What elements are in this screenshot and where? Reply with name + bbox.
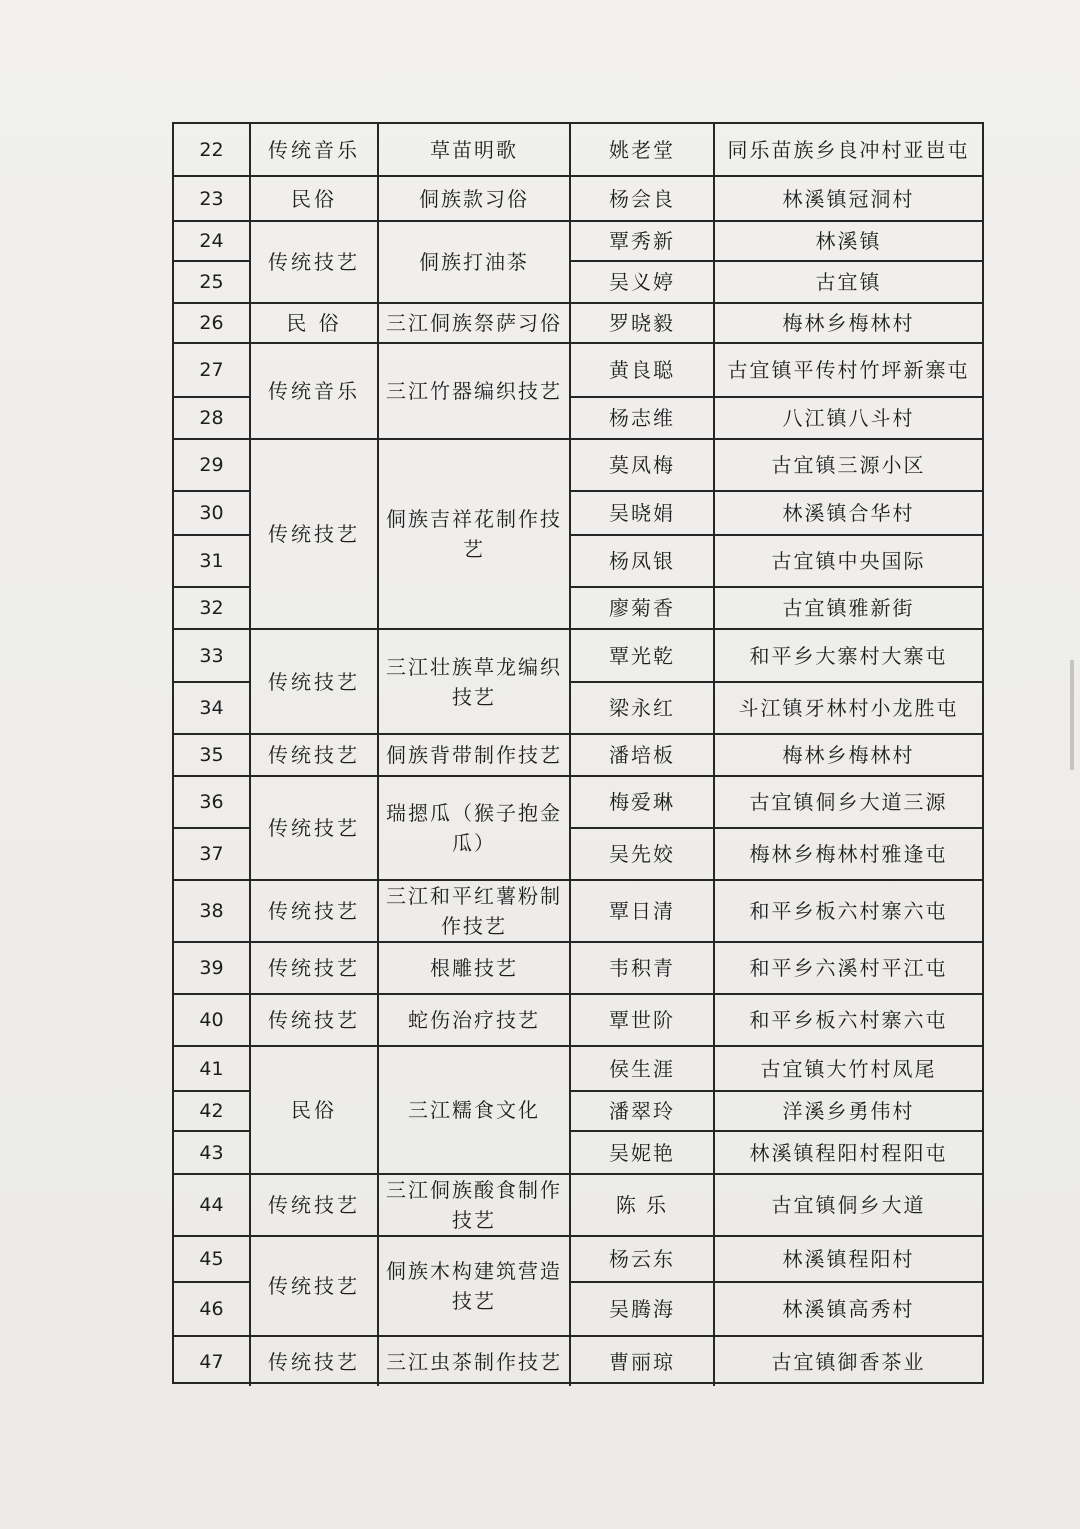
table-body [174, 124, 982, 1386]
cell-project: 三江竹器编织技艺 [378, 343, 570, 439]
cell-address: 古宜镇御香茶业 [714, 1336, 982, 1386]
cell-no: 42 [174, 1091, 250, 1131]
cell-person: 黄良聪 [570, 343, 714, 397]
cell-project: 三江糯食文化 [378, 1046, 570, 1174]
cell-category: 传统技艺 [250, 439, 378, 629]
cell-category: 传统技艺 [250, 629, 378, 734]
cell-category: 传统技艺 [250, 221, 378, 303]
cell-person: 覃日清 [570, 880, 714, 942]
cell-address: 斗江镇牙林村小龙胜屯 [714, 682, 982, 734]
cell-address: 林溪镇程阳村程阳屯 [714, 1131, 982, 1174]
cell-category: 传统技艺 [250, 942, 378, 994]
cell-category: 传统技艺 [250, 994, 378, 1046]
cell-no: 45 [174, 1236, 250, 1282]
cell-person: 陈 乐 [570, 1174, 714, 1236]
cell-person: 杨云东 [570, 1236, 714, 1282]
cell-no: 34 [174, 682, 250, 734]
cell-no: 28 [174, 397, 250, 439]
cell-project: 三江壮族草龙编织技艺 [378, 629, 570, 734]
cell-address: 梅林乡梅林村 [714, 734, 982, 776]
cell-person: 杨志维 [570, 397, 714, 439]
cell-person: 曹丽琼 [570, 1336, 714, 1386]
cell-no: 46 [174, 1282, 250, 1336]
cell-address: 和平乡大寨村大寨屯 [714, 629, 982, 682]
table [174, 124, 982, 1386]
cell-no: 36 [174, 776, 250, 828]
cell-project: 三江和平红薯粉制作技艺 [378, 880, 570, 942]
cell-category: 民俗 [250, 1046, 378, 1174]
cell-project: 三江侗族祭萨习俗 [378, 303, 570, 343]
cell-project: 侗族款习俗 [378, 176, 570, 221]
cell-person: 潘翠玲 [570, 1091, 714, 1131]
table-row [174, 942, 982, 994]
cell-person: 廖菊香 [570, 587, 714, 629]
cell-person: 杨会良 [570, 176, 714, 221]
cell-project: 侗族背带制作技艺 [378, 734, 570, 776]
cell-person: 姚老堂 [570, 124, 714, 176]
cell-no: 38 [174, 880, 250, 942]
cell-address: 古宜镇大竹村凤尾 [714, 1046, 982, 1091]
cell-address: 洋溪乡勇伟村 [714, 1091, 982, 1131]
cell-project: 侗族打油茶 [378, 221, 570, 303]
cell-address: 梅林乡梅林村雅逢屯 [714, 828, 982, 880]
cell-category: 民 俗 [250, 303, 378, 343]
cell-no: 44 [174, 1174, 250, 1236]
cell-no: 32 [174, 587, 250, 629]
cell-no: 26 [174, 303, 250, 343]
table-row [174, 1336, 982, 1386]
cell-address: 和平乡板六村寨六屯 [714, 880, 982, 942]
cell-address: 八江镇八斗村 [714, 397, 982, 439]
cell-address: 古宜镇雅新街 [714, 587, 982, 629]
cell-person: 侯生涯 [570, 1046, 714, 1091]
table-row [174, 1046, 982, 1091]
cell-person: 吴晓娟 [570, 491, 714, 535]
table-row [174, 439, 982, 491]
cell-address: 和平乡六溪村平江屯 [714, 942, 982, 994]
cell-address: 古宜镇三源小区 [714, 439, 982, 491]
cell-person: 覃世阶 [570, 994, 714, 1046]
cell-person: 莫凤梅 [570, 439, 714, 491]
table-row [174, 629, 982, 682]
cell-project: 瑞摁瓜（猴子抱金瓜） [378, 776, 570, 880]
table-row [174, 124, 982, 176]
cell-address: 和平乡板六村寨六屯 [714, 994, 982, 1046]
cell-project: 蛇伤治疗技艺 [378, 994, 570, 1046]
cell-category: 传统技艺 [250, 734, 378, 776]
cell-project: 三江侗族酸食制作技艺 [378, 1174, 570, 1236]
cell-no: 22 [174, 124, 250, 176]
table-row [174, 1174, 982, 1236]
cell-no: 29 [174, 439, 250, 491]
cell-no: 41 [174, 1046, 250, 1091]
table-row [174, 994, 982, 1046]
cell-address: 古宜镇侗乡大道 [714, 1174, 982, 1236]
cell-no: 33 [174, 629, 250, 682]
cell-category: 传统技艺 [250, 1236, 378, 1336]
cell-address: 梅林乡梅林村 [714, 303, 982, 343]
cell-person: 罗晓毅 [570, 303, 714, 343]
cell-person: 吴腾海 [570, 1282, 714, 1336]
cell-address: 古宜镇 [714, 261, 982, 303]
cell-no: 27 [174, 343, 250, 397]
table-row [174, 343, 982, 397]
cell-project: 草苗明歌 [378, 124, 570, 176]
cell-address: 古宜镇侗乡大道三源 [714, 776, 982, 828]
cell-no: 39 [174, 942, 250, 994]
cell-address: 古宜镇中央国际 [714, 535, 982, 587]
cell-person: 吴先姣 [570, 828, 714, 880]
cell-no: 25 [174, 261, 250, 303]
table-row [174, 776, 982, 828]
cell-address: 林溪镇 [714, 221, 982, 261]
page-edge-shadow [1070, 660, 1074, 770]
cell-no: 40 [174, 994, 250, 1046]
table-row [174, 176, 982, 221]
heritage-inheritors-table [172, 122, 984, 1384]
cell-no: 24 [174, 221, 250, 261]
table-row [174, 734, 982, 776]
cell-no: 30 [174, 491, 250, 535]
cell-category: 传统技艺 [250, 1336, 378, 1386]
cell-address: 古宜镇平传村竹坪新寨屯 [714, 343, 982, 397]
cell-category: 传统技艺 [250, 1174, 378, 1236]
cell-person: 杨凤银 [570, 535, 714, 587]
cell-no: 43 [174, 1131, 250, 1174]
cell-person: 梁永红 [570, 682, 714, 734]
cell-person: 梅爱琳 [570, 776, 714, 828]
table-row [174, 303, 982, 343]
cell-address: 林溪镇高秀村 [714, 1282, 982, 1336]
cell-category: 民俗 [250, 176, 378, 221]
table-row [174, 1236, 982, 1282]
cell-address: 同乐苗族乡良冲村亚岜屯 [714, 124, 982, 176]
cell-person: 覃光乾 [570, 629, 714, 682]
cell-category: 传统技艺 [250, 776, 378, 880]
cell-person: 覃秀新 [570, 221, 714, 261]
cell-category: 传统技艺 [250, 880, 378, 942]
cell-category: 传统音乐 [250, 343, 378, 439]
cell-address: 林溪镇合华村 [714, 491, 982, 535]
cell-person: 韦积青 [570, 942, 714, 994]
cell-project: 三江虫茶制作技艺 [378, 1336, 570, 1386]
table-row [174, 880, 982, 942]
cell-address: 林溪镇程阳村 [714, 1236, 982, 1282]
cell-project: 侗族木构建筑营造技艺 [378, 1236, 570, 1336]
cell-person: 吴妮艳 [570, 1131, 714, 1174]
table-row [174, 221, 982, 261]
cell-no: 31 [174, 535, 250, 587]
cell-no: 35 [174, 734, 250, 776]
cell-project: 根雕技艺 [378, 942, 570, 994]
cell-no: 37 [174, 828, 250, 880]
cell-no: 23 [174, 176, 250, 221]
cell-no: 47 [174, 1336, 250, 1386]
cell-person: 潘培板 [570, 734, 714, 776]
cell-person: 吴义婷 [570, 261, 714, 303]
cell-category: 传统音乐 [250, 124, 378, 176]
cell-project: 侗族吉祥花制作技艺 [378, 439, 570, 629]
cell-address: 林溪镇冠洞村 [714, 176, 982, 221]
